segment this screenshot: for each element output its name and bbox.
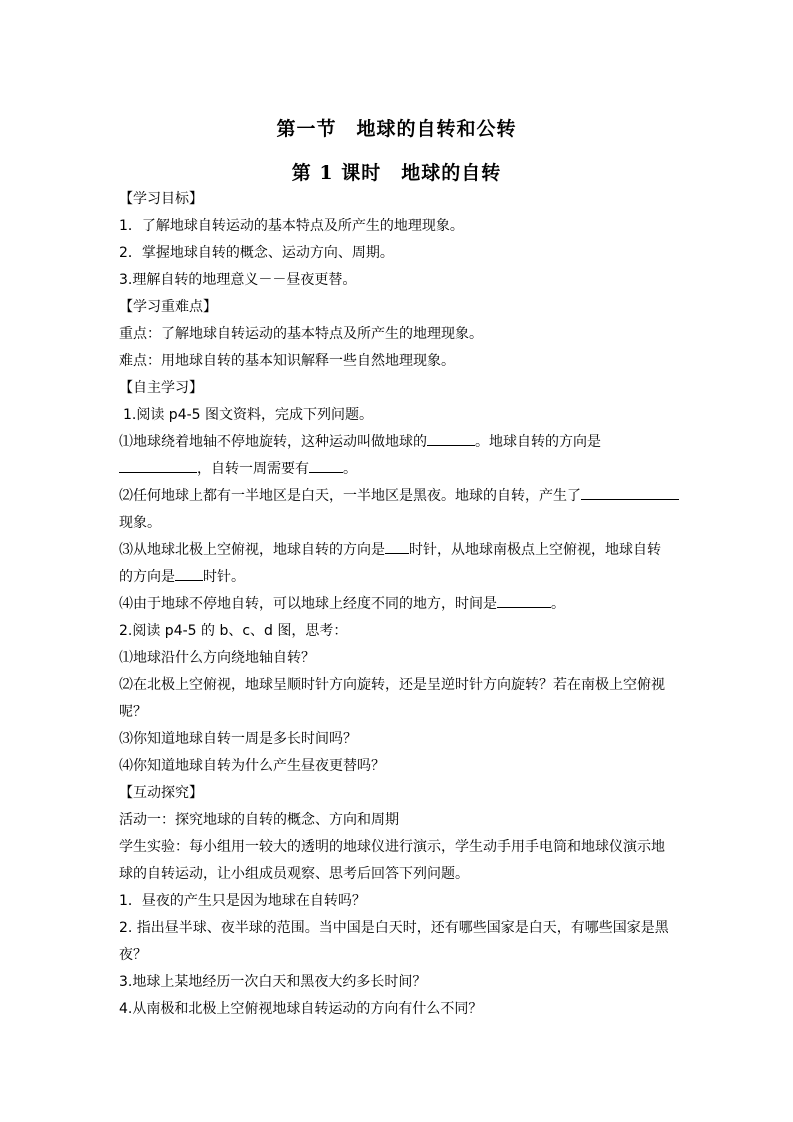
- explore-heading: 【互动探究】: [119, 785, 203, 801]
- keypoint-difficult: 难点：用地球自转的基本知识解释一些自然地理现象。: [119, 353, 455, 369]
- selfstudy-q2-3: ⑶你知道地球自转一周是多长时间吗？: [119, 731, 357, 747]
- goal-item-1: 1．了解地球自转运动的基本特点及所产生的地理现象。: [119, 218, 464, 234]
- selfstudy-q1-4: ⑷由于地球不停地自转，可以地球上经度不同的地方，时间是 。: [119, 591, 675, 618]
- selfstudy-q1-1-line2: ，自转一周需要有 。: [119, 456, 675, 483]
- explore-experiment-line1: 学生实验：每小组用一较大的透明的地球仪进行演示，学生动手用手电筒和地球仪演示地: [119, 839, 665, 855]
- selfstudy-heading: 【自主学习】: [119, 380, 203, 396]
- explore-experiment-line2: 球的自转运动，让小组成员观察、思考后回答下列问题。: [119, 866, 469, 882]
- keypoint-important: 重点：了解地球自转运动的基本特点及所产生的地理现象。: [119, 326, 483, 342]
- fill-blank: [175, 566, 203, 581]
- explore-activity: 活动一：探究地球的自转的概念、方向和周期: [119, 812, 399, 828]
- selfstudy-q2-2-line1: ⑵在北极上空俯视，地球呈顺时针方向旋转，还是呈逆时针方向旋转？若在南极上空俯视: [119, 677, 665, 693]
- selfstudy-q1-3-line2: 的方向是 时针。: [119, 564, 675, 591]
- goal-item-2: 2．掌握地球自转的概念、运动方向、周期。: [119, 245, 394, 261]
- selfstudy-q1-intro: 1.阅读 p4-5 图文资料，完成下列问题。: [123, 407, 374, 423]
- page-title: 第一节 地球的自转和公转: [276, 118, 517, 140]
- fill-blank: [385, 539, 409, 554]
- goal-item-3: 3.理解自转的地理意义－－昼夜更替。: [119, 272, 357, 288]
- selfstudy-q1-2-line1: ⑵任何地球上都有一半地区是白天，一半地区是黑夜。地球的自转，产生了: [119, 483, 675, 510]
- selfstudy-q2-1: ⑴地球沿什么方向绕地轴自转？: [119, 650, 315, 666]
- selfstudy-q2-4: ⑷你知道地球自转为什么产生昼夜更替吗？: [119, 758, 385, 774]
- lesson-subtitle: 第 1 课时 地球的自转: [291, 162, 502, 184]
- fill-blank: [497, 593, 551, 608]
- goals-heading: 【学习目标】: [119, 191, 203, 207]
- explore-q1: 1．昼夜的产生只是因为地球在自转吗？: [119, 893, 366, 909]
- selfstudy-q1-2-line2: 现象。: [119, 515, 161, 531]
- explore-q2-line1: 2. 指出昼半球、夜半球的范围。当中国是白天时，还有哪些国家是白天，有哪些国家是黑: [119, 920, 669, 936]
- selfstudy-q1-1-line1: ⑴地球绕着地轴不停地旋转，这种运动叫做地球的 。地球自转的方向是: [119, 429, 675, 456]
- fill-blank: [427, 431, 475, 446]
- fill-blank: [309, 458, 343, 473]
- fill-blank: [581, 485, 679, 500]
- document-body: [119, 186, 675, 1023]
- selfstudy-q2-intro: 2.阅读 p4-5 的 b、c、d 图，思考：: [119, 623, 348, 639]
- explore-q3: 3.地球上某地经历一次白天和黑夜大约多长时间？: [119, 974, 427, 990]
- fill-blank: [119, 458, 197, 473]
- explore-q4: 4.从南极和北极上空俯视地球自转运动的方向有什么不同？: [119, 1001, 483, 1017]
- keypoints-heading: 【学习重难点】: [119, 299, 217, 315]
- selfstudy-q1-3-line1: ⑶从地球北极上空俯视，地球自转的方向是 时针，从地球南极点上空俯视，地球自转: [119, 537, 675, 564]
- explore-q2-line2: 夜？: [119, 947, 147, 963]
- selfstudy-q2-2-line2: 呢？: [119, 704, 147, 720]
